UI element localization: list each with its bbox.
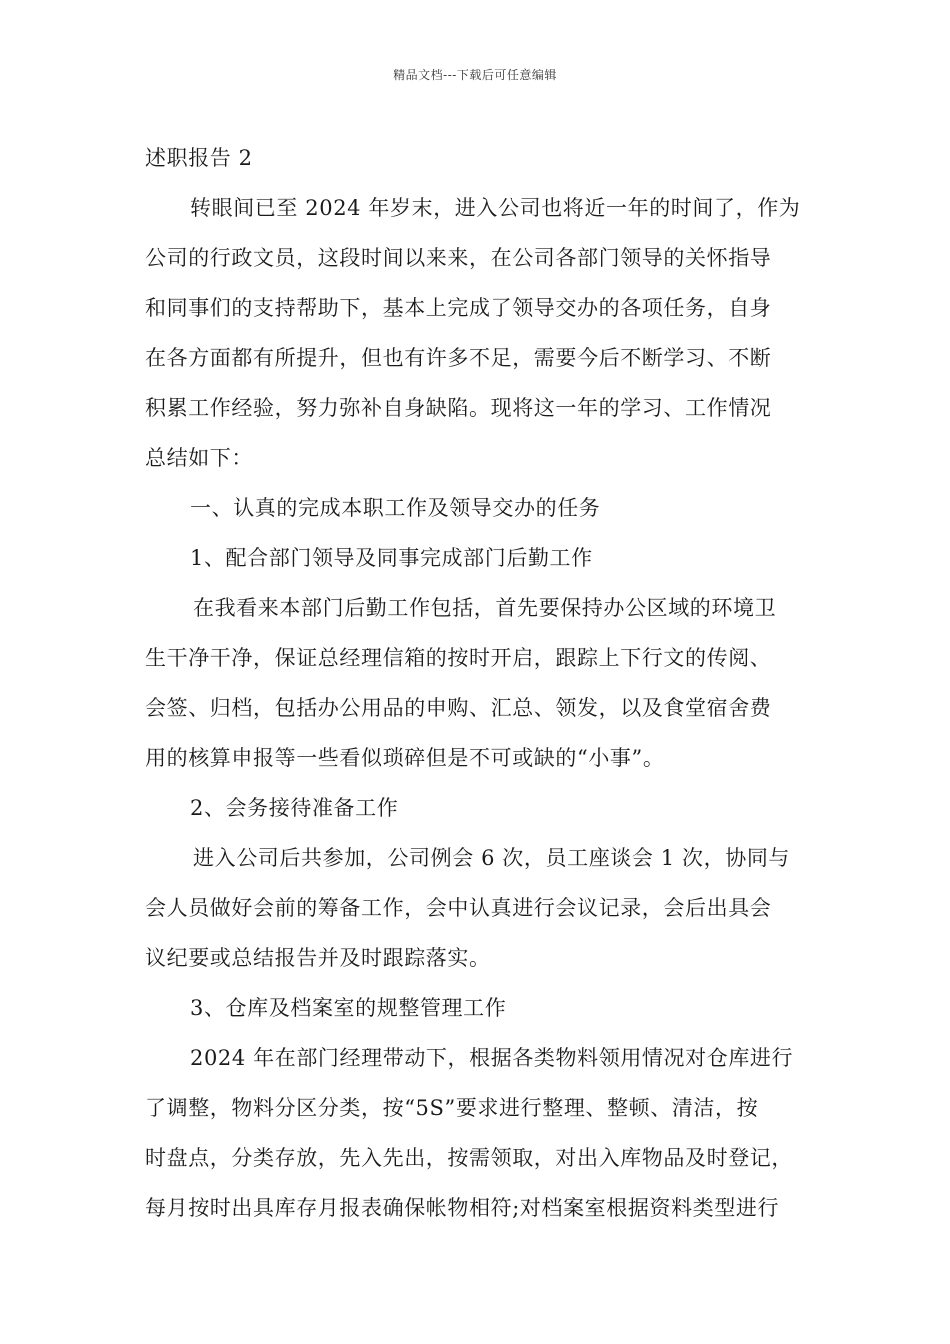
paragraph-line: 转眼间已至 2024 年岁末，进入公司也将近一年的时间了，作为 <box>190 196 801 220</box>
paragraph-line: 会人员做好会前的筹备工作，会中认真进行会议记录，会后出具会 <box>145 896 772 920</box>
item1-paragraph <box>145 583 825 783</box>
section-heading: 一、认真的完成本职工作及领导交办的任务 <box>190 496 601 520</box>
paragraph-line: 用的核算申报等一些看似琐碎但是不可或缺的“小事”。 <box>145 746 665 770</box>
paragraph-line: 每月按时出具库存月报表确保帐物相符;对档案室根据资料类型进行 <box>145 1196 780 1220</box>
item3-paragraph <box>145 1033 825 1233</box>
paragraph-line: 了调整，物料分区分类，按“5S”要求进行整理、整顿、清洁，按 <box>145 1096 759 1120</box>
item-heading: 3、仓库及档案室的规整管理工作 <box>190 996 507 1020</box>
item-heading: 2、会务接待准备工作 <box>190 796 399 820</box>
paragraph-line: 进入公司后共参加，公司例会 6 次，员工座谈会 1 次，协同与 <box>193 846 791 870</box>
paragraph-line: 积累工作经验，努力弥补自身缺陷。现将这一年的学习、工作情况 <box>145 396 772 420</box>
paragraph-line: 在我看来本部门后勤工作包括，首先要保持办公区域的环境卫 <box>193 596 777 620</box>
intro-paragraph <box>145 183 825 483</box>
paragraph-line: 在各方面都有所提升，但也有许多不足，需要今后不断学习、不断 <box>145 346 772 370</box>
paragraph-line: 时盘点，分类存放，先入先出，按需领取，对出入库物品及时登记， <box>145 1146 793 1170</box>
item-heading: 1、配合部门领导及同事完成部门后勤工作 <box>190 546 593 570</box>
paragraph-line: 议纪要或总结报告并及时跟踪落实。 <box>145 946 491 970</box>
document-body <box>145 133 825 1233</box>
document-title: 述职报告 2 <box>145 146 253 170</box>
item2-paragraph <box>145 833 825 983</box>
paragraph-line: 和同事们的支持帮助下，基本上完成了领导交办的各项任务，自身 <box>145 296 772 320</box>
paragraph-line: 会签、归档，包括办公用品的申购、汇总、领发，以及食堂宿舍费 <box>145 696 772 720</box>
paragraph-line: 公司的行政文员，这段时间以来来，在公司各部门领导的关怀指导 <box>145 246 772 270</box>
paragraph-line: 生干净干净，保证总经理信箱的按时开启，跟踪上下行文的传阅、 <box>145 646 772 670</box>
page-header: 精品文档---下载后可任意编辑 <box>393 68 557 82</box>
paragraph-line: 2024 年在部门经理带动下，根据各类物料领用情况对仓库进行 <box>190 1046 794 1070</box>
paragraph-line: 总结如下： <box>145 446 253 470</box>
